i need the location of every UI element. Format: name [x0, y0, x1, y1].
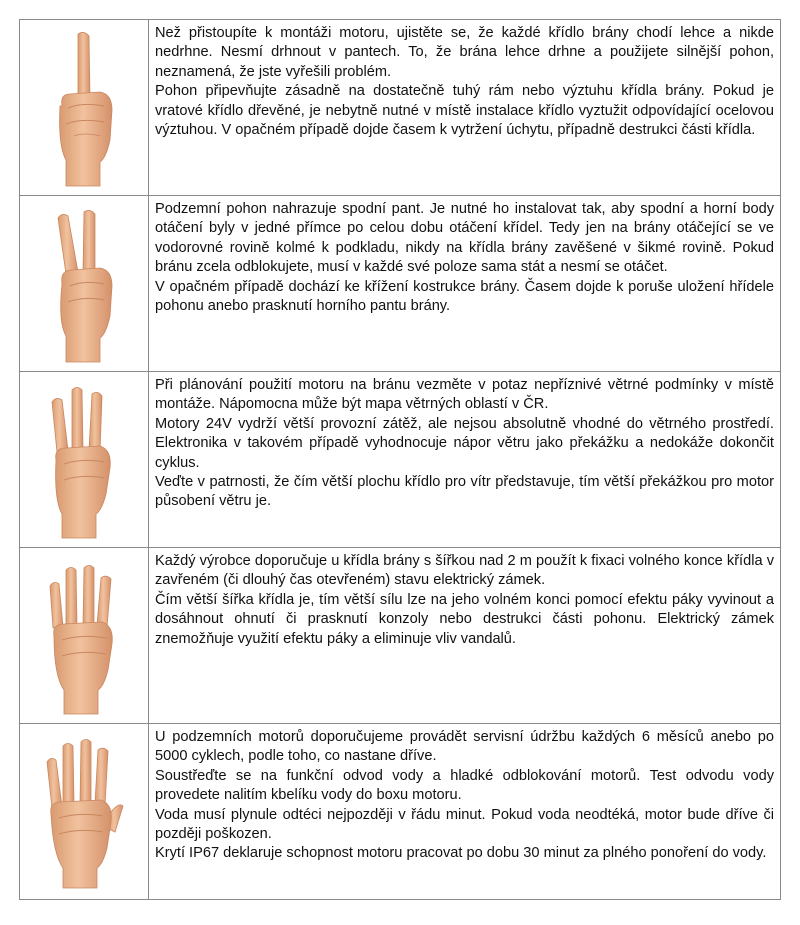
hand-cell [20, 724, 149, 900]
hand-cell [20, 20, 149, 196]
text-cell [149, 20, 781, 196]
tips-table [19, 19, 781, 900]
text-cell [149, 724, 781, 900]
paragraph: Podzemní pohon nahrazuje spodní pant. Je nutné ho instalovat tak, aby spodní a horní body otáčení byly v jedné přímce po celou dobu otáčení křídel. Tedy jen na brány otáčející se ve vodorovné rovině kolmé k podkladu, nikdy na křídla brány zavěšené v šikmé rovině. Pokud bránu zcela odblokujete, musí v každé své poloze sama stát a nesmí se otáčet. [155, 201, 774, 276]
paragraph: Pohon připevňujte zásadně na dostatečně tuhý rám nebo výztuhu křídla brány. Pokud je vratové křídlo dřevěné, je nebytně nutné v místě instalace křídlo vyztužit odpovídající ocelovou výztuhou. V opačném případě dojde časem k vytržení úchytu, případně destrukci části křídla. [155, 83, 774, 139]
paragraph: Než přistoupíte k montáži motoru, ujistěte se, že každé křídlo brány chodí lehce a nikde nedrhne. Nesmí drhnout v pantech. To, že brána lehce drhne a použijete silnější pohon, neznamená, že jste vyřešili problém. [155, 25, 774, 80]
five-fingers-hand-icon [39, 732, 129, 892]
paragraph: Veďte v patrnosti, že čím větší plochu křídlo pro vítr představuje, tím větší překážkou pro motor působení větru je. [155, 474, 774, 510]
table-row [20, 548, 781, 724]
paragraph: Voda musí plynule odtéci nejpozději v řádu minut. Pokud voda neodtéká, motor bude dříve či později poškozen. [155, 806, 774, 843]
paragraph: Soustřeďte se na funkční odvod vody a hladké odblokování motorů. Test odvodu vody provedete nalitím kbelíku vody do boxu motoru. [155, 767, 774, 804]
four-fingers-hand-icon [44, 556, 124, 716]
paragraph: Každý výrobce doporučuje u křídla brány s šířkou nad 2 m použít k fixaci volného konce křídla v zavřeném (či dlouhý čas otevřeném) stavu elektrický zámek. [155, 553, 774, 589]
paragraph: Krytí IP67 deklaruje schopnost motoru pracovat po dobu 30 minut za plného ponoření do vody. [155, 845, 767, 862]
table-row [20, 20, 781, 196]
paragraph: Motory 24V vydrží větší provozní zátěž, ale nejsou absolutně vhodné do větrného prostředí. Elektronika v takovém případě vyhodnocuje nápor větru jako překážku a nedokáže dokončit cyklus. [155, 415, 774, 471]
hand-cell [20, 548, 149, 724]
paragraph: Při plánování použití motoru na bránu vezměte v potaz nepříznivé větrné podmínky v místě montáže. Nápomocna může být mapa větrných oblastí v ČR. [155, 377, 774, 413]
text-cell [149, 548, 781, 724]
table-row [20, 372, 781, 548]
paragraph: U podzemních motorů doporučujeme provádět servisní údržbu každých 6 měsíců anebo po 5000 cyklech, podle toho, co nastane dříve. [155, 729, 774, 765]
text-cell [149, 196, 781, 372]
table-row [20, 196, 781, 372]
table-row [20, 724, 781, 900]
hand-cell [20, 372, 149, 548]
two-fingers-hand-icon [44, 204, 124, 364]
paragraph: Čím větší šířka křídla je, tím větší sílu lze na jeho volném konci pomocí efektu páky vyvinout a dosáhnout ohnutí či prasknutí konzoly nebo destrukci části pohonu. Elektrický zámek znemožňuje využití efektu páky a eliminuje vliv vandalů. [155, 591, 774, 647]
text-cell [149, 372, 781, 548]
one-finger-hand-icon [44, 28, 124, 188]
hand-cell [20, 196, 149, 372]
paragraph: V opačném případě dochází ke křížení kostrukce brány. Časem dojde k poruše uložení hřídele pohonu anebo prasknutí horního pantu brány. [155, 278, 774, 315]
three-fingers-hand-icon [44, 380, 124, 540]
